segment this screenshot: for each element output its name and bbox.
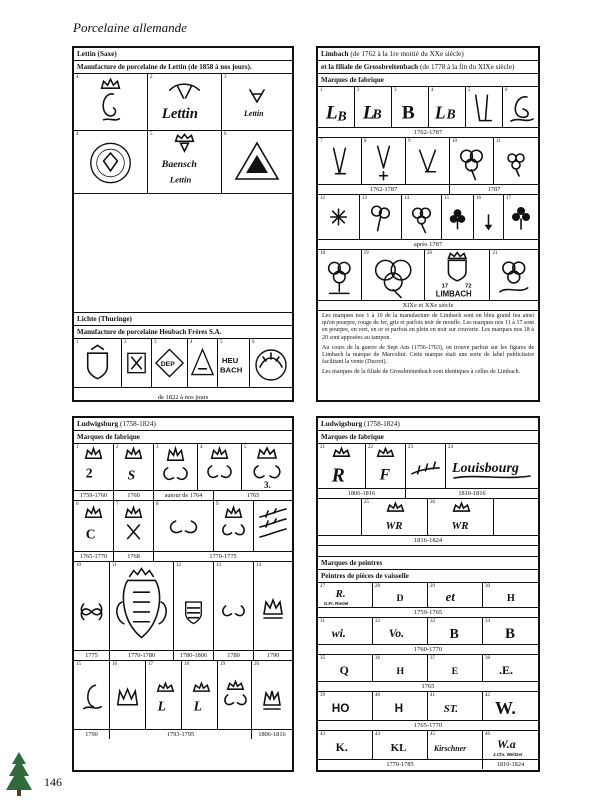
painter-row: 27 R. G.Fr. Riedel 28 D 29 et 30 H bbox=[318, 583, 538, 608]
svg-text:H: H bbox=[396, 665, 405, 677]
dep-diamond-mark bbox=[152, 339, 187, 387]
lud-row-3-captions: 1775 1770-1780 1780-1806 1780 1790 bbox=[74, 651, 292, 661]
limbach-title-2: et la filiale de Grossbreitenbach (de 1778 à la fin du XIXe siècle) bbox=[318, 61, 538, 74]
svg-text:HO: HO bbox=[331, 701, 350, 715]
limbach-row-1-caption: 1762-1787 bbox=[318, 128, 538, 138]
mark-cell: 9 bbox=[406, 138, 450, 184]
lettin-subtitle: Manufacture de porcelaine de Lettin (de 1858 à nos jours). bbox=[74, 61, 292, 74]
svg-text:LIMBACH: LIMBACH bbox=[435, 289, 472, 299]
panel-ludwigsburg-1 bbox=[72, 416, 294, 772]
crown-mark bbox=[74, 444, 113, 490]
tree-ornament-icon bbox=[4, 748, 34, 798]
crown-mark bbox=[114, 444, 153, 490]
lud2-row-1-captions: 1806-1816 1810-1816 bbox=[318, 489, 538, 499]
mark-cell: 13 bbox=[360, 195, 402, 239]
mark-cell: 7 bbox=[318, 138, 362, 184]
svg-text:B: B bbox=[446, 106, 456, 122]
mark-cell: 19 bbox=[362, 250, 425, 300]
club-mark bbox=[442, 195, 473, 239]
large-clover-mark bbox=[362, 250, 424, 300]
crossed-l-mark bbox=[406, 138, 449, 184]
svg-text:3.: 3. bbox=[264, 480, 271, 490]
svg-text:Q: Q bbox=[339, 663, 349, 677]
heubach-text-mark bbox=[218, 339, 249, 387]
crown-l-mark bbox=[74, 74, 147, 130]
mark-cell: 21 bbox=[490, 250, 538, 300]
louisbourg-script-mark bbox=[446, 444, 538, 488]
mark-cell: 11 bbox=[494, 138, 538, 184]
lud-row-2: 6 C 7 8 9 bbox=[74, 501, 292, 552]
svg-text:L: L bbox=[157, 698, 166, 714]
svg-text:2: 2 bbox=[85, 465, 93, 481]
svg-text:B: B bbox=[401, 102, 415, 124]
ludwigsburg-subtitle: Marques de fabrique bbox=[318, 431, 538, 444]
svg-text:J.Chr. Weltzer: J.Chr. Weltzer bbox=[493, 752, 523, 757]
mark-cell: 5 HEU BACH bbox=[218, 339, 250, 387]
mark-cell: 3 DEP bbox=[152, 339, 188, 387]
svg-text:S: S bbox=[127, 467, 136, 483]
script-lettin-mark bbox=[148, 74, 221, 130]
square-k-mark bbox=[122, 339, 151, 387]
mark-cell: 17 bbox=[504, 195, 538, 239]
svg-text:R: R bbox=[331, 465, 345, 487]
club-mark bbox=[474, 195, 503, 239]
ludwigsburg-subtitle: Marques de fabrique bbox=[74, 431, 292, 444]
svg-text:.E.: .E. bbox=[499, 663, 514, 677]
cc-mark bbox=[214, 562, 253, 650]
crown-cc-mark bbox=[198, 444, 241, 490]
svg-text:Lettin: Lettin bbox=[244, 109, 264, 118]
limbach-row-3 bbox=[318, 195, 538, 240]
lud2-row-1: 21 R 22 F 23 24 Louisbourg bbox=[318, 444, 538, 489]
svg-text:L: L bbox=[434, 102, 446, 123]
painters-title: Marques de peintres bbox=[318, 557, 538, 570]
star-mark bbox=[318, 195, 359, 239]
svg-text:Louisbourg: Louisbourg bbox=[452, 461, 519, 476]
svg-text:B: B bbox=[337, 108, 347, 124]
sunburst-mark bbox=[250, 339, 292, 387]
crown-cc-mark bbox=[214, 501, 253, 551]
crown-mark bbox=[110, 661, 145, 729]
mark-cell: 2 Lettin bbox=[148, 74, 222, 130]
svg-text:HEU: HEU bbox=[221, 356, 239, 365]
mark-cell: 2 L B bbox=[355, 87, 392, 127]
lud-row-3: 10 11 12 13 14 bbox=[74, 562, 292, 651]
crown-mark bbox=[252, 661, 292, 729]
mark-cell: 3 Lettin bbox=[222, 74, 292, 130]
svg-text:Lettin: Lettin bbox=[169, 174, 192, 185]
cc-mark bbox=[74, 562, 109, 650]
lud-row-2-captions: 1765-1770 1768 1770-1775 bbox=[74, 552, 292, 562]
mark-cell: 20 17 72 LIMBACH bbox=[425, 250, 490, 300]
painter-row: 35 Q 36 H 37 E 38 .E. bbox=[318, 655, 538, 682]
svg-text:72: 72 bbox=[465, 283, 472, 290]
crown-r-mark bbox=[318, 444, 365, 488]
crown-l-mark bbox=[182, 661, 217, 729]
limbach-crest-mark bbox=[425, 250, 489, 300]
page-number: 146 bbox=[44, 775, 62, 789]
svg-text:wi.: wi. bbox=[331, 626, 346, 640]
limbach-row-2 bbox=[318, 138, 538, 185]
ludwigsburg-title: Ludwigsburg (1758-1824) bbox=[74, 418, 292, 431]
lud2-row-2: 25 WR 26 WR bbox=[318, 499, 538, 536]
mark-cell: 4 L B bbox=[429, 87, 466, 127]
svg-text:L: L bbox=[193, 698, 202, 714]
mark-cell: 4 bbox=[74, 131, 148, 193]
svg-text:E: E bbox=[451, 665, 459, 677]
crown-mark bbox=[74, 501, 113, 551]
limbach-subtitle: Marques de fabrique bbox=[318, 74, 538, 87]
painter-row: 43 K. 44 KL 45 Kirschner 46 W.a J.Chr. Weltzer bbox=[318, 731, 538, 760]
svg-text:ST.: ST. bbox=[443, 702, 459, 715]
mark-cell: 1 L B bbox=[318, 87, 355, 127]
lud-row-4-captions: 1790 1793-1795 1806-1816 bbox=[74, 730, 292, 739]
lb-mark bbox=[318, 87, 354, 127]
svg-text:17: 17 bbox=[441, 283, 449, 290]
crown-cc-mark bbox=[218, 661, 251, 729]
limbach-row-3-caption: après 1787 bbox=[318, 240, 538, 250]
svg-text:Kirschner: Kirschner bbox=[433, 743, 467, 753]
svg-text:G.Fr. Riedel: G.Fr. Riedel bbox=[323, 600, 349, 606]
svg-text:H: H bbox=[394, 701, 404, 715]
svg-text:W.: W. bbox=[495, 698, 516, 718]
small-lettin-mark bbox=[222, 74, 292, 130]
ludwigsburg-title: Ludwigsburg (1758-1824) bbox=[318, 418, 538, 431]
svg-text:W.a: W.a bbox=[497, 737, 516, 751]
clover-mark bbox=[504, 195, 538, 239]
mark-cell: 15 bbox=[442, 195, 474, 239]
panel-limbach bbox=[316, 46, 540, 402]
panel-ludwigsburg-2: Ludwigsburg (1758-1824) Marques de fabrique 21 R 22 F 23 24 Louisbourg 1806-1816 1810-1816 25 WR 26 WR 1816-1824 Marques de peintres Peintres de pièces de vaisselle 27 R. G.Fr. Riedel 28 D 29 et 30 H 1759-1765 31 wi. 32 Vo. 33 B 34 B 1760-1770 35 Q 36 H 37 E 38 .E. 1765 39 HO 40 H 41 ST. 42 W. 1765-1770 43 K. 44 KL 45 Kirschner 46 W.a J.Chr. Weltzer 1770-1785 1810-1824 bbox=[316, 416, 540, 772]
crown-wr-mark bbox=[428, 499, 493, 535]
mark-cell: 1 bbox=[74, 339, 122, 387]
antlers-mark bbox=[406, 444, 445, 488]
lettin-row-1 bbox=[74, 74, 292, 131]
svg-text:Baensch: Baensch bbox=[161, 158, 197, 170]
lb-mark bbox=[392, 87, 428, 127]
leaf-mark bbox=[360, 195, 401, 239]
round-seal-mark bbox=[74, 131, 147, 193]
svg-text:B: B bbox=[449, 625, 459, 641]
lichte-row bbox=[74, 339, 292, 388]
running-header: Porcelaine allemande bbox=[73, 20, 187, 35]
svg-text:C: C bbox=[85, 526, 96, 542]
clover-sign-mark bbox=[490, 250, 538, 300]
limbach-title: Limbach (de 1762 à la 1re moitié du XXe siècle) bbox=[318, 48, 538, 61]
mark-cell: 5 bbox=[466, 87, 503, 127]
lud-row-1-captions: 1759-1760 1760 autour de 1764 1765 bbox=[74, 491, 292, 501]
mark-cell: 18 bbox=[318, 250, 362, 300]
mark-cell: 4 bbox=[74, 74, 148, 130]
mark-cell: 6 bbox=[503, 87, 538, 127]
mark-cell: 16 bbox=[474, 195, 504, 239]
painters-subtitle: Peintres de pièces de vaisselle bbox=[318, 570, 538, 583]
crossed-l-mark bbox=[466, 87, 502, 127]
mark-cell: 10 bbox=[450, 138, 494, 184]
mark-cell: 6 bbox=[250, 339, 292, 387]
clover-stamp-mark bbox=[318, 250, 361, 300]
antlers-mark bbox=[254, 501, 292, 551]
painter-row: 31 wi. 32 Vo. 33 B 34 B bbox=[318, 618, 538, 645]
script-l-mark bbox=[503, 87, 538, 127]
svg-text:K.: K. bbox=[335, 740, 348, 754]
mark-cell: 8 bbox=[362, 138, 406, 184]
svg-text:R.: R. bbox=[335, 587, 346, 600]
triangle-h-mark bbox=[188, 339, 217, 387]
svg-text:DEP: DEP bbox=[160, 360, 175, 368]
crown-mark bbox=[254, 562, 292, 650]
svg-text:et: et bbox=[445, 589, 455, 604]
mark-cell: 2 bbox=[122, 339, 152, 387]
lichte-caption: de 1822 à nos jours bbox=[157, 394, 209, 401]
lettin-row-2 bbox=[74, 131, 292, 194]
svg-text:Lettin: Lettin bbox=[161, 105, 198, 122]
lichte-subtitle: Manufacture de porcelaine Heubach Frères S.A. bbox=[74, 326, 292, 339]
svg-text:L: L bbox=[362, 102, 375, 124]
svg-text:WR: WR bbox=[385, 519, 403, 532]
mark-cell: 12 bbox=[318, 195, 360, 239]
lettin-title: Lettin (Saxe) bbox=[74, 48, 292, 61]
lud-row-1: 1 2 2 S 3 4 5 3. bbox=[74, 444, 292, 491]
lb-mark bbox=[429, 87, 465, 127]
painter-row: 39 HO 40 H 41 ST. 42 W. bbox=[318, 692, 538, 721]
clover-mark bbox=[494, 138, 538, 184]
clover-mark bbox=[450, 138, 493, 184]
script-l-mark bbox=[74, 661, 109, 729]
mark-cell: 6 bbox=[222, 131, 292, 193]
crown-mark bbox=[114, 501, 153, 551]
crown-cc-mark bbox=[242, 444, 292, 490]
crown-l-mark bbox=[146, 661, 181, 729]
lud2-row-2-caption: 1816-1824 bbox=[318, 536, 538, 546]
svg-text:Vo.: Vo. bbox=[388, 626, 405, 640]
mark-cell: 4 bbox=[188, 339, 218, 387]
crossed-l-mark bbox=[318, 138, 361, 184]
lettin-spacer bbox=[74, 194, 292, 313]
limbach-row-1 bbox=[318, 87, 538, 128]
limbach-row-2-captions: 1762-1787 1787 bbox=[318, 185, 538, 195]
limbach-row-4-caption: XIXe et XXe siècle bbox=[318, 301, 538, 311]
svg-text:B: B bbox=[372, 106, 382, 122]
crown-wr-mark bbox=[362, 499, 427, 535]
baensch-lettin-mark bbox=[148, 131, 221, 193]
svg-text:WR: WR bbox=[451, 519, 469, 532]
lud-row-4: 15 16 17 L 18 L 19 20 bbox=[74, 661, 292, 730]
limbach-row-4 bbox=[318, 250, 538, 301]
cc-mark bbox=[154, 501, 213, 551]
crown-f-mark bbox=[366, 444, 405, 488]
crest-mark bbox=[74, 339, 121, 387]
svg-text:KL: KL bbox=[390, 741, 407, 754]
svg-text:D: D bbox=[396, 592, 404, 604]
svg-text:H: H bbox=[507, 593, 515, 604]
mark-cell: 3 B bbox=[392, 87, 429, 127]
crown-cc-mark bbox=[154, 444, 197, 490]
shield-mark bbox=[174, 562, 213, 650]
crossed-l-star-mark bbox=[362, 138, 405, 184]
svg-text:B: B bbox=[505, 626, 516, 642]
mark-cell: 5 Baensch Lettin bbox=[148, 131, 222, 193]
large-arms-mark bbox=[110, 562, 173, 650]
svg-text:L: L bbox=[325, 102, 338, 124]
mark-cell: 14 bbox=[402, 195, 442, 239]
leaf-mark bbox=[402, 195, 441, 239]
svg-text:BACH: BACH bbox=[219, 365, 243, 375]
panel-lettin-lichte bbox=[72, 46, 294, 402]
triangle-mark bbox=[222, 131, 292, 193]
limbach-notes: Les marques nos 1 à 10 de la manufacture de Limbach sont en bleu grand feu ainsi qu'en pourpre, rouge de fer, gris et parfois noir de moufle. Les marques nos 11 à 17 sont en pourpre, en vert, en or et parfois en plein en noir sur couverte. Les marques nos 18 à 20 sont apposées au tampon. Au cours de la guerre de Sept Ans (1756-1763), on trouve parfois sur les figures de Limbach la marque de Marcolini. Cette marque était une sorte de label publicitaire facilitant la vente (Ducret). Les marques de la filiale de Grossbreitenbach sont identiques à celles de Limbach. bbox=[322, 313, 534, 376]
lichte-title: Lichte (Thuringe) bbox=[74, 313, 292, 326]
svg-text:F: F bbox=[379, 466, 391, 484]
lb-mark bbox=[355, 87, 391, 127]
